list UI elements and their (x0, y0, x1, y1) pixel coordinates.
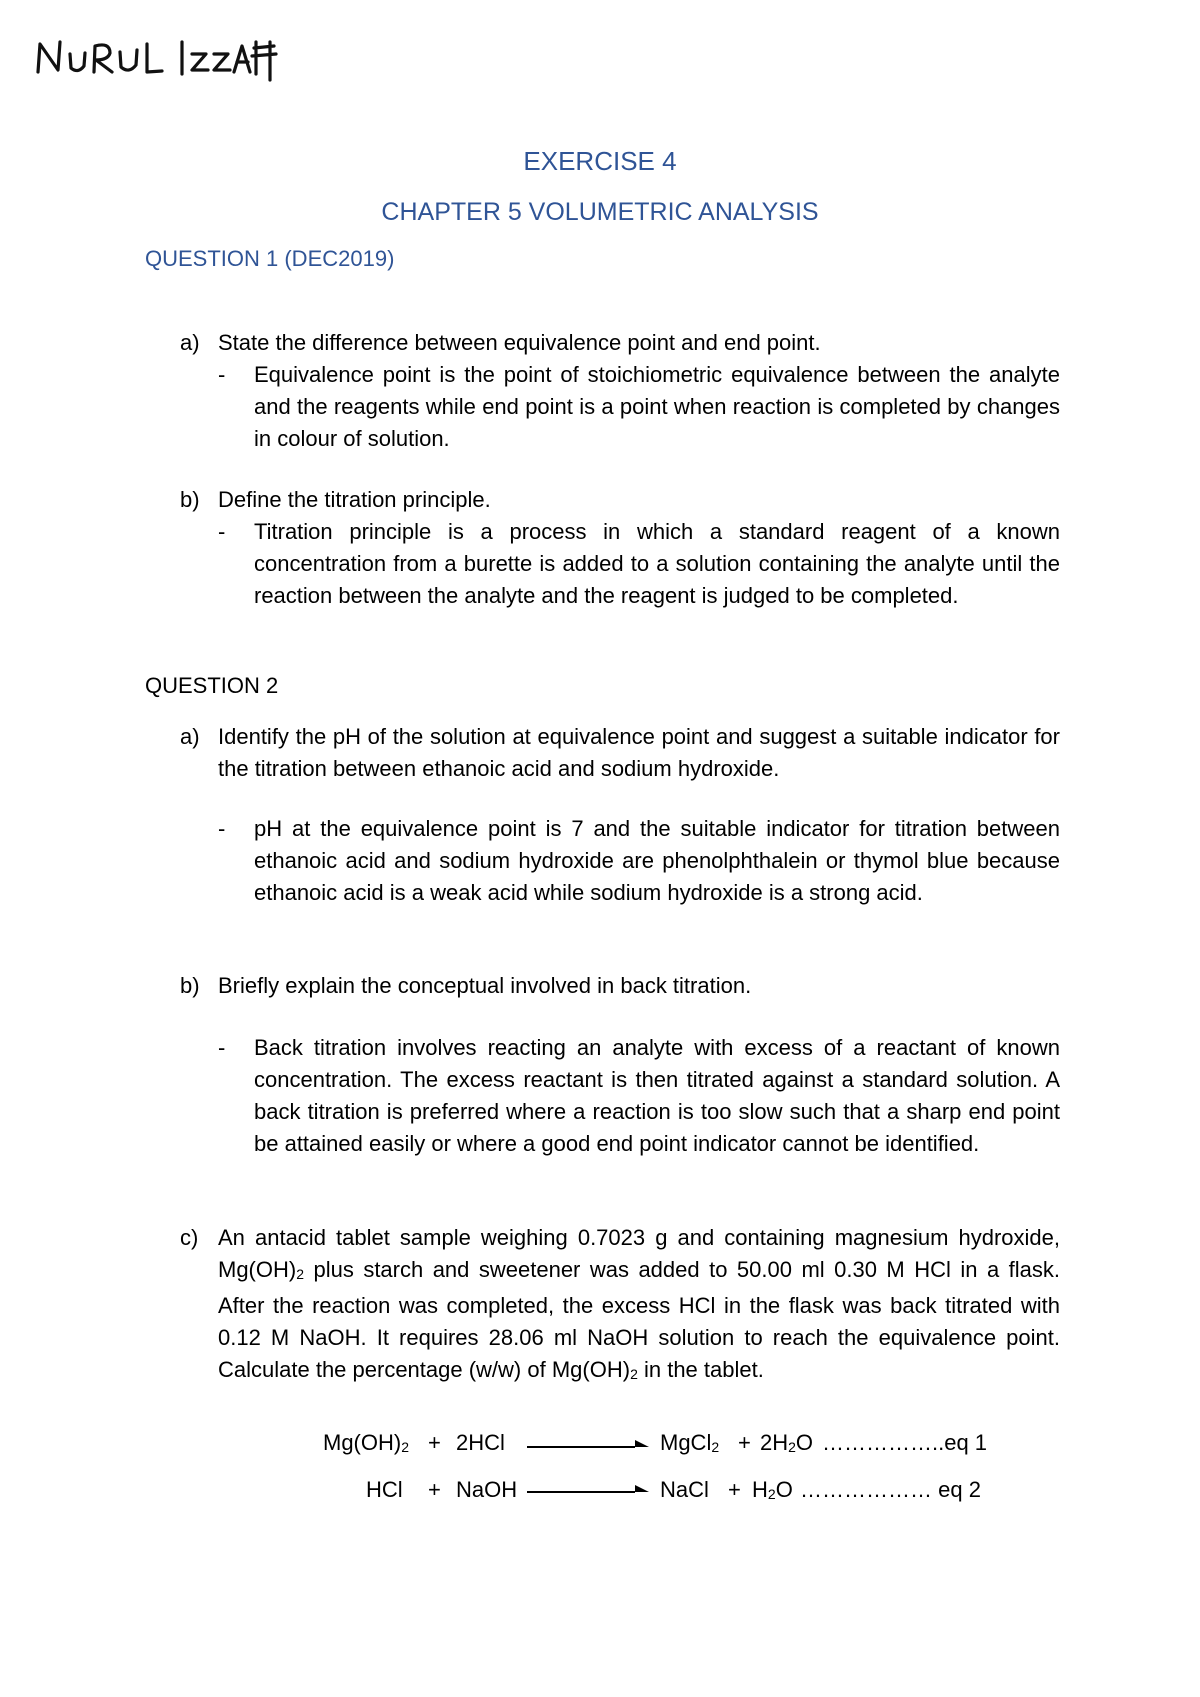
q1-a-answer-text: Equivalence point is the point of stoichiometric equivalence between the analyte and the reagents while end point is a point when reaction is completed by changes in colour of solution. (254, 362, 1060, 451)
q2-c-label: c) (180, 1225, 199, 1250)
q2-b-answer-text: Back titration involves reacting an analyte with excess of a reactant of known concentration. The excess reactant is then titrated against a standard solution. A back titration is preferred where a reaction is too slow such that a sharp end point be attained easily or where a good end point indicator cannot be identified. (254, 1035, 1060, 1156)
q1-b-text: Define the titration principle. (218, 487, 491, 512)
eq2-arrow-icon (527, 1479, 649, 1499)
q2-b-label: b) (180, 973, 200, 998)
chapter-title: CHAPTER 5 VOLUMETRIC ANALYSIS (381, 198, 819, 226)
q2-b-answer (218, 1032, 1060, 1160)
q1-a-label: a) (180, 330, 200, 355)
q2-b-question (180, 970, 1060, 1002)
q2-c-text: An antacid tablet sample weighing 0.7023 g and containing magnesium hydroxide, Mg(OH)2 plus starch and sweetener was added to 50.00 ml 0.30 M HCl in a flask. After the reaction was completed, the excess HCl in the flask was back titrated with 0.12 M NaOH. It requires 28.06 ml NaOH solution to reach the equivalence point. Calculate the percentage (w/w) of Mg(OH)2 in the tablet. (218, 1225, 1060, 1382)
q2-a-answer (218, 813, 1060, 909)
eq2-plus-1: + (428, 1477, 441, 1502)
q1-b-label: b) (180, 487, 200, 512)
q1-b-answer (218, 516, 1060, 612)
equation-2 (0, 1475, 1200, 1507)
q2-a-label: a) (180, 724, 200, 749)
handwritten-signature (30, 20, 290, 90)
eq1-label: ……………..eq 1 (822, 1430, 988, 1455)
bullet-dash: - (218, 362, 226, 387)
document-title: EXERCISE 4 (523, 146, 677, 176)
bullet-dash: - (218, 1035, 226, 1060)
eq2-plus-2: + (728, 1477, 741, 1502)
q1-b-question (180, 484, 1060, 516)
q2-b-text: Briefly explain the conceptual involved in back titration. (218, 973, 752, 998)
q1-a-question (180, 327, 1060, 359)
eq2-product-2: H2O (752, 1477, 793, 1502)
eq1-product-1: MgCl2 (660, 1430, 720, 1455)
eq1-arrow-icon (527, 1434, 649, 1454)
bullet-dash: - (218, 816, 226, 841)
q2-a-question (180, 721, 1060, 785)
eq2-reactant-2: NaOH (456, 1477, 518, 1502)
q2-c-question (180, 1222, 1060, 1390)
question-2-heading: QUESTION 2 (145, 673, 279, 698)
q1-a-answer (218, 359, 1060, 455)
q2-a-text: Identify the pH of the solution at equivalence point and suggest a suitable indicator for the titration between ethanoic acid and sodium hydroxide. (218, 724, 1060, 781)
q2-a-answer-text: pH at the equivalence point is 7 and the suitable indicator for titration between ethanoic acid and sodium hydroxide are phenolphthalein or thymol blue because ethanoic acid is a weak acid while sodium hydroxide is a strong acid. (254, 816, 1060, 905)
eq2-label: ……………… eq 2 (800, 1477, 981, 1502)
eq1-plus-1: + (428, 1430, 441, 1455)
bullet-dash: - (218, 519, 226, 544)
eq1-reactant-2: 2HCl (456, 1430, 505, 1455)
eq2-product-1: NaCl (660, 1477, 709, 1502)
q1-b-answer-text: Titration principle is a process in which a standard reagent of a known concentration from a burette is added to a solution containing the analyte until the reaction between the analyte and the reagent is judged to be completed. (254, 519, 1060, 608)
equation-1 (0, 1428, 1200, 1460)
eq1-plus-2: + (738, 1430, 751, 1455)
question-1-heading: QUESTION 1 (DEC2019) (145, 246, 395, 271)
eq2-reactant-1: HCl (366, 1477, 403, 1502)
q1-a-text: State the difference between equivalence point and end point. (218, 330, 821, 355)
eq1-product-2: 2H2O (760, 1430, 814, 1455)
eq1-reactant-1: Mg(OH)2 (323, 1430, 410, 1455)
